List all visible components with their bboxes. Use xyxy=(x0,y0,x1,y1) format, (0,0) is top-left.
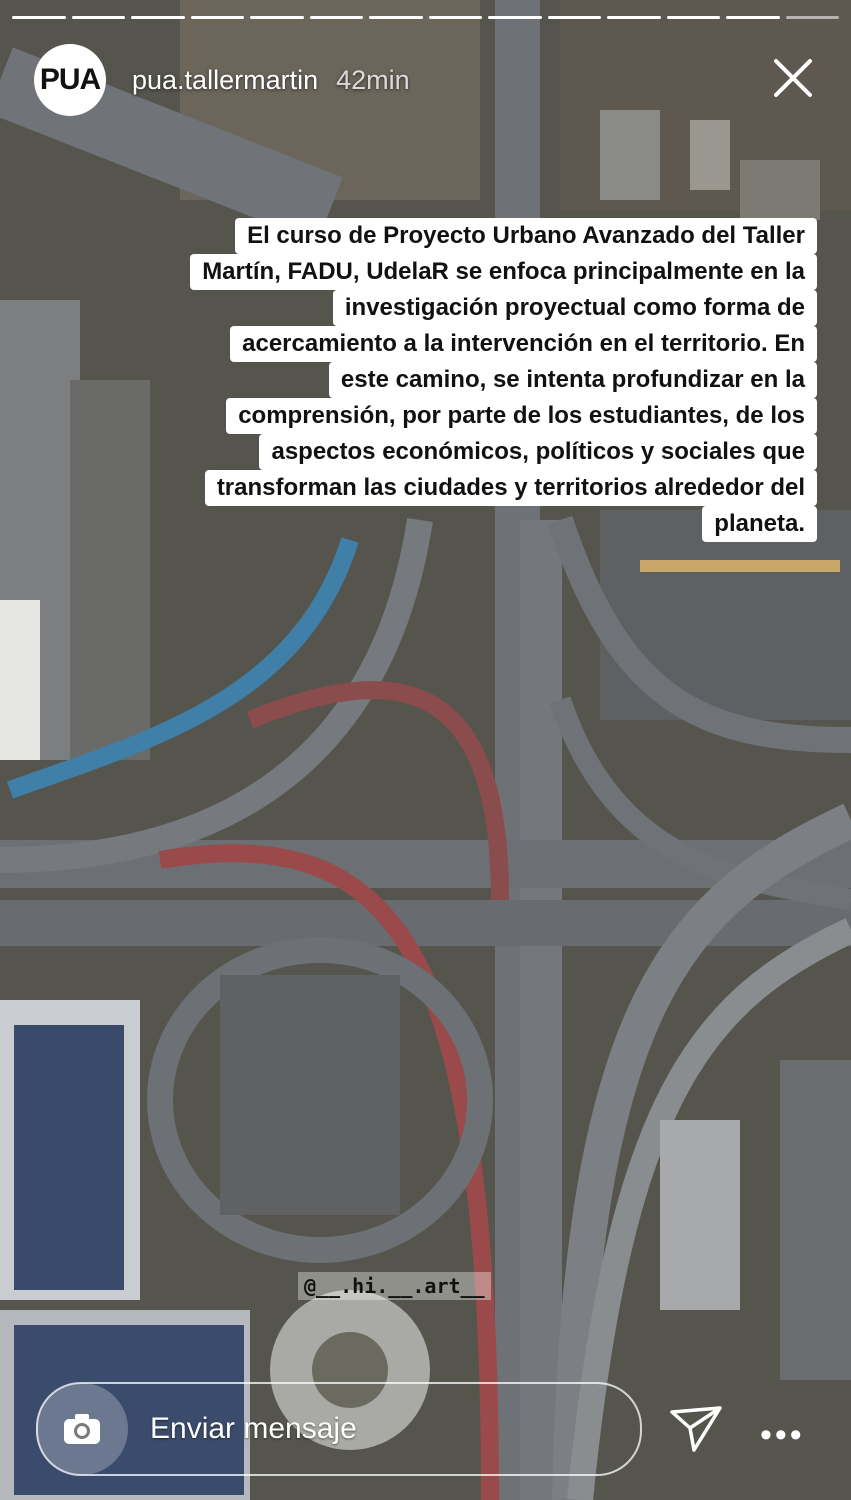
progress-segment xyxy=(369,16,423,19)
story-progress-bar xyxy=(12,16,839,20)
progress-segment xyxy=(191,16,245,19)
caption-line: acercamiento a la intervención en el territorio. En xyxy=(230,326,817,362)
progress-segment xyxy=(607,16,661,19)
progress-segment xyxy=(310,16,364,19)
progress-segment xyxy=(726,16,780,19)
caption-line: planeta. xyxy=(702,506,817,542)
progress-segment xyxy=(667,16,721,19)
progress-segment xyxy=(131,16,185,19)
progress-segment xyxy=(429,16,483,19)
camera-icon[interactable] xyxy=(36,1383,128,1475)
caption-line: aspectos económicos, políticos y sociales que xyxy=(259,434,817,470)
message-placeholder: Enviar mensaje xyxy=(150,1412,357,1445)
progress-segment xyxy=(548,16,602,19)
progress-segment xyxy=(488,16,542,19)
caption-line: Martín, FADU, UdelaR se enfoca principalmente en la xyxy=(190,254,817,290)
story-caption xyxy=(57,218,817,542)
caption-line: transforman las ciudades y territorios alrededor del xyxy=(205,470,817,506)
caption-line: comprensión, por parte de los estudiantes, de los xyxy=(226,398,817,434)
caption-line: este camino, se intenta profundizar en la xyxy=(329,362,817,398)
message-input[interactable] xyxy=(36,1382,642,1476)
caption-line: investigación proyectual como forma de xyxy=(333,290,817,326)
post-time: 42min xyxy=(336,64,410,95)
caption-line: El curso de Proyecto Urbano Avanzado del Taller xyxy=(235,218,817,254)
progress-segment xyxy=(250,16,304,19)
progress-segment xyxy=(786,16,840,19)
username[interactable]: pua.tallermartin xyxy=(132,64,319,95)
progress-segment xyxy=(12,16,66,19)
send-icon[interactable] xyxy=(668,1404,724,1454)
progress-segment xyxy=(72,16,126,19)
mention-sticker[interactable]: @__.hi.__.art__ xyxy=(298,1272,491,1300)
close-icon[interactable] xyxy=(771,56,815,100)
story-header xyxy=(34,42,829,118)
more-icon[interactable]: ••• xyxy=(760,1416,805,1454)
avatar[interactable]: PUA xyxy=(34,44,106,116)
